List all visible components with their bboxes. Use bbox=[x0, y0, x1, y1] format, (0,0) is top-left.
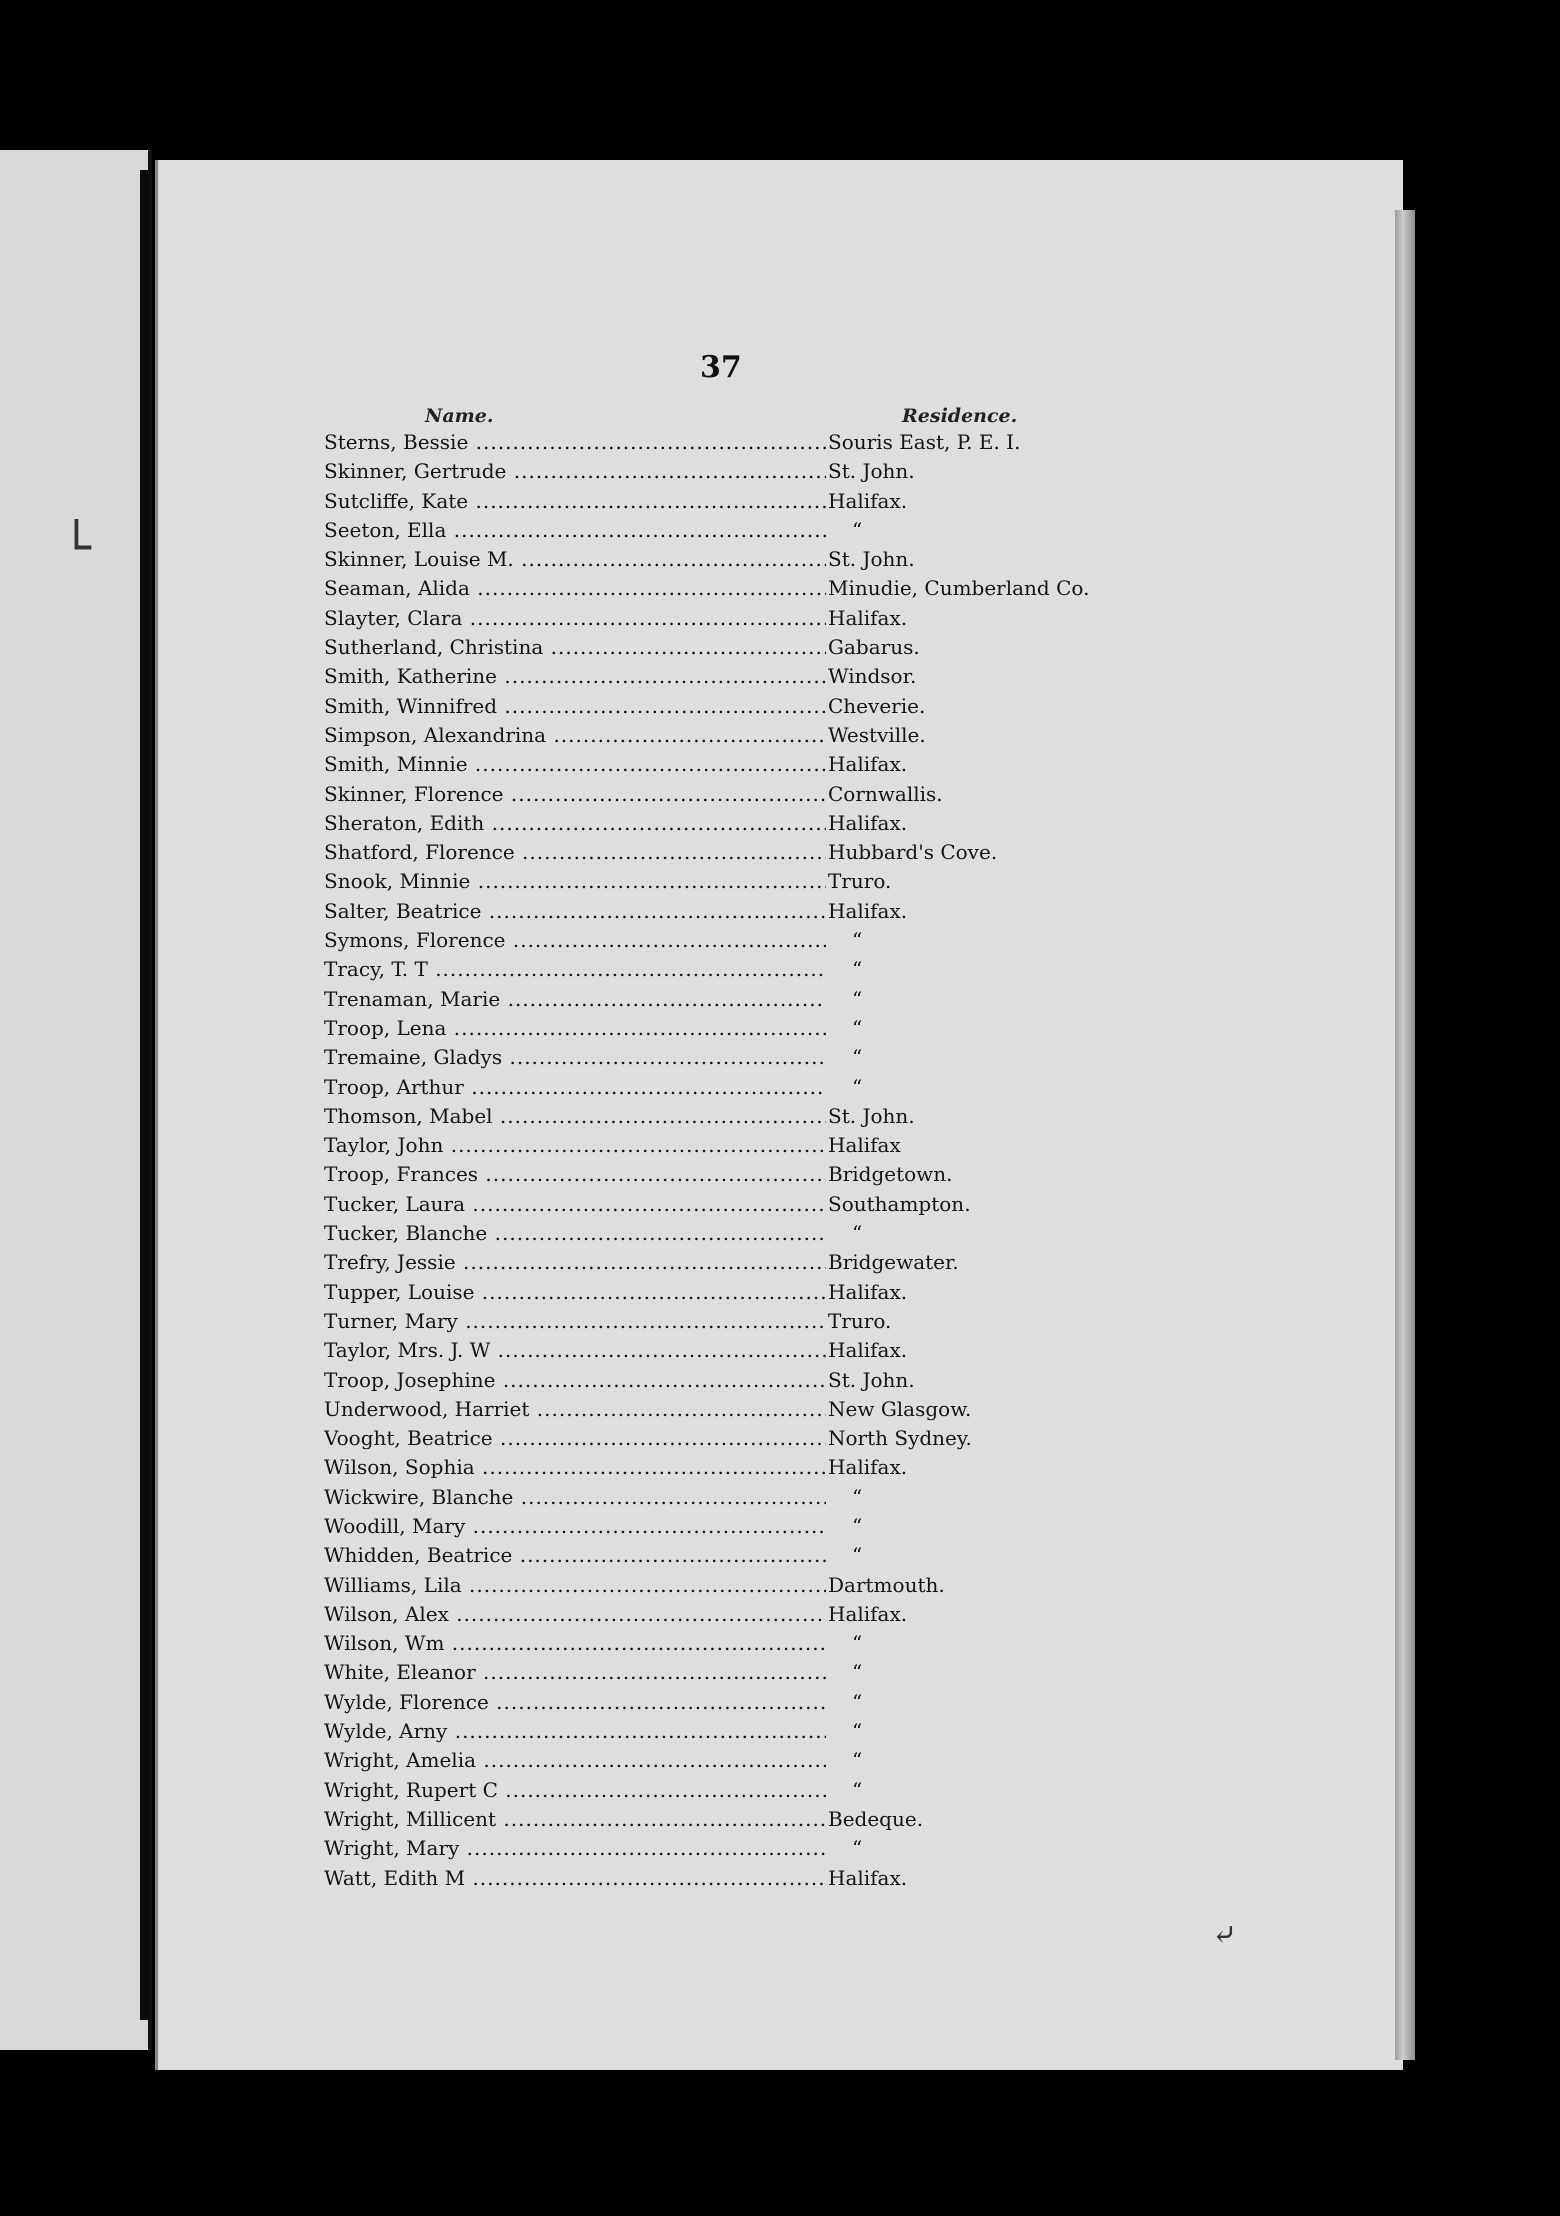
entry-residence: St. John. bbox=[828, 1103, 915, 1128]
list-item bbox=[310, 516, 1160, 545]
list-item bbox=[310, 1131, 1160, 1160]
list-item bbox=[310, 1600, 1160, 1629]
entry-residence: Southampton. bbox=[828, 1191, 971, 1216]
entry-name: Trefry, Jessie ..... bbox=[324, 1250, 839, 1274]
list-item bbox=[310, 955, 1160, 984]
entry-name: Wright, Mary ..... bbox=[324, 1836, 839, 1860]
list-item bbox=[310, 1248, 1160, 1277]
entry-name: Tremaine, Gladys ..... bbox=[324, 1045, 839, 1069]
entry-residence: “ bbox=[826, 1690, 862, 1714]
entry-residence: Halifax. bbox=[828, 810, 908, 835]
entry-name: Wilson, Wm ..... bbox=[324, 1631, 839, 1655]
entry-name: Wright, Amelia ..... bbox=[324, 1748, 839, 1772]
list-item bbox=[310, 1629, 1160, 1658]
entry-name: Wright, Millicent ..... bbox=[324, 1807, 839, 1831]
list-item bbox=[310, 838, 1160, 867]
entry-name: Williams, Lila ..... bbox=[324, 1573, 839, 1597]
list-item bbox=[310, 662, 1160, 691]
entry-residence: Truro. bbox=[828, 869, 892, 894]
entry-name: Sheraton, Edith ..... bbox=[324, 811, 839, 835]
list-item bbox=[310, 1102, 1160, 1131]
list-item bbox=[310, 1805, 1160, 1834]
facing-page bbox=[0, 150, 152, 2050]
entry-name: Whidden, Beatrice ..... bbox=[324, 1543, 839, 1567]
list-item bbox=[310, 604, 1160, 633]
entry-name: Woodill, Mary ..... bbox=[324, 1514, 839, 1538]
entry-residence: Halifax. bbox=[828, 605, 908, 630]
list-item bbox=[310, 1307, 1160, 1336]
list-item bbox=[310, 1424, 1160, 1453]
entry-residence: Halifax. bbox=[828, 1865, 908, 1890]
list-item bbox=[310, 1512, 1160, 1541]
entry-residence: New Glasgow. bbox=[828, 1396, 972, 1421]
entry-name: Snook, Minnie ..... bbox=[324, 869, 839, 893]
entry-residence: “ bbox=[826, 1748, 862, 1772]
list-item bbox=[310, 985, 1160, 1014]
list-item bbox=[310, 1864, 1160, 1893]
entry-name: Wright, Rupert C ..... bbox=[324, 1778, 839, 1802]
entry-name: Salter, Beatrice ..... bbox=[324, 899, 839, 923]
book-spine bbox=[140, 170, 150, 2020]
list-item bbox=[310, 457, 1160, 486]
entry-residence: “ bbox=[826, 1485, 862, 1509]
column-header-name: Name. bbox=[425, 405, 494, 427]
entry-name: Watt, Edith M ..... bbox=[324, 1866, 839, 1890]
entry-residence: Hubbard's Cove. bbox=[828, 840, 998, 865]
list-item bbox=[310, 1219, 1160, 1248]
entry-name: Underwood, Harriet ..... bbox=[324, 1397, 839, 1421]
entry-name: Shatford, Florence ..... bbox=[324, 840, 839, 864]
entry-name: Taylor, Mrs. J. W ..... bbox=[324, 1338, 839, 1362]
entry-name: Tucker, Laura ..... bbox=[324, 1192, 839, 1216]
list-item bbox=[310, 897, 1160, 926]
entry-residence: Bridgewater. bbox=[828, 1250, 959, 1275]
list-item bbox=[310, 809, 1160, 838]
entry-residence: St. John. bbox=[828, 547, 915, 572]
entry-name: Troop, Josephine ..... bbox=[324, 1368, 839, 1392]
list-item bbox=[310, 1483, 1160, 1512]
entry-residence: “ bbox=[826, 1631, 862, 1655]
list-item bbox=[310, 721, 1160, 750]
entry-name: Wylde, Arny ..... bbox=[324, 1719, 839, 1743]
list-item bbox=[310, 574, 1160, 603]
entry-name: Troop, Frances ..... bbox=[324, 1162, 839, 1186]
entry-residence: St. John. bbox=[828, 459, 915, 484]
entry-residence: Halifax bbox=[828, 1133, 901, 1158]
entry-name: Seeton, Ella ..... bbox=[324, 518, 839, 542]
entry-residence: “ bbox=[826, 1514, 862, 1538]
list-item bbox=[310, 867, 1160, 896]
entry-name: Taylor, John ..... bbox=[324, 1133, 839, 1157]
handwritten-check-mark: └ bbox=[62, 520, 91, 576]
list-item bbox=[310, 1453, 1160, 1482]
entry-name: Tupper, Louise ..... bbox=[324, 1280, 839, 1304]
entry-name: Skinner, Louise M. ..... bbox=[324, 547, 839, 571]
entry-name: Sterns, Bessie ..... bbox=[324, 430, 839, 454]
entry-name: Troop, Arthur ..... bbox=[324, 1075, 839, 1099]
list-item bbox=[310, 1571, 1160, 1600]
entry-name: Skinner, Gertrude ..... bbox=[324, 459, 839, 483]
entry-residence: “ bbox=[826, 1660, 862, 1684]
list-item bbox=[310, 1190, 1160, 1219]
entry-residence: “ bbox=[826, 1543, 862, 1567]
entry-name: Trenaman, Marie ..... bbox=[324, 987, 839, 1011]
entry-residence: “ bbox=[826, 1778, 862, 1802]
entry-residence: “ bbox=[826, 957, 862, 981]
entry-name: Skinner, Florence ..... bbox=[324, 782, 839, 806]
entry-residence: “ bbox=[826, 928, 862, 952]
list-item bbox=[310, 1043, 1160, 1072]
page-number: 37 bbox=[700, 350, 742, 385]
entry-residence: Halifax. bbox=[828, 488, 908, 513]
entry-name: Simpson, Alexandrina ..... bbox=[324, 723, 839, 747]
entry-residence: Truro. bbox=[828, 1308, 892, 1333]
entry-residence: “ bbox=[826, 987, 862, 1011]
list-item bbox=[310, 545, 1160, 574]
entry-residence: North Sydney. bbox=[828, 1426, 972, 1451]
list-item bbox=[310, 1278, 1160, 1307]
list-item bbox=[310, 428, 1160, 457]
entry-name: Sutherland, Christina ..... bbox=[324, 635, 839, 659]
name-residence-list bbox=[310, 428, 1160, 1893]
entry-name: Smith, Minnie ..... bbox=[324, 752, 839, 776]
entry-residence: “ bbox=[826, 1719, 862, 1743]
entry-name: Troop, Lena ..... bbox=[324, 1016, 839, 1040]
entry-residence: Souris East, P. E. I. bbox=[828, 430, 1021, 454]
entry-residence: Westville. bbox=[828, 722, 926, 747]
entry-residence: Bedeque. bbox=[828, 1806, 924, 1831]
list-item bbox=[310, 1014, 1160, 1043]
entry-name: Wilson, Alex ..... bbox=[324, 1602, 839, 1626]
entry-residence: Halifax. bbox=[828, 752, 908, 777]
entry-residence: “ bbox=[826, 1221, 862, 1245]
corner-pencil-mark: ⤶ bbox=[1212, 1918, 1238, 1953]
column-header-residence: Residence. bbox=[902, 405, 1018, 427]
entry-residence: Halifax. bbox=[828, 1279, 908, 1304]
list-item bbox=[310, 1160, 1160, 1189]
entry-name: White, Eleanor ..... bbox=[324, 1660, 839, 1684]
list-item bbox=[310, 1366, 1160, 1395]
list-item bbox=[310, 1336, 1160, 1365]
entry-name: Smith, Katherine ..... bbox=[324, 664, 839, 688]
list-item bbox=[310, 1776, 1160, 1805]
entry-name: Tucker, Blanche ..... bbox=[324, 1221, 839, 1245]
entry-residence: Halifax. bbox=[828, 1601, 908, 1626]
entry-residence: “ bbox=[826, 1045, 862, 1069]
entry-name: Wilson, Sophia ..... bbox=[324, 1455, 839, 1479]
entry-residence: Cheverie. bbox=[828, 693, 926, 718]
entry-name: Smith, Winnifred ..... bbox=[324, 694, 839, 718]
entry-residence: “ bbox=[826, 1836, 862, 1860]
entry-residence: Minudie, Cumberland Co. bbox=[828, 576, 1090, 601]
list-item bbox=[310, 1395, 1160, 1424]
list-item bbox=[310, 633, 1160, 662]
entry-residence: “ bbox=[826, 518, 862, 542]
entry-residence: Windsor. bbox=[828, 664, 917, 689]
entry-residence: Dartmouth. bbox=[828, 1572, 945, 1597]
list-item bbox=[310, 926, 1160, 955]
list-item bbox=[310, 1746, 1160, 1775]
entry-name: Tracy, T. T ..... bbox=[324, 957, 839, 981]
list-item bbox=[310, 750, 1160, 779]
entry-residence: Halifax. bbox=[828, 1455, 908, 1480]
list-item bbox=[310, 487, 1160, 516]
entry-name: Vooght, Beatrice ..... bbox=[324, 1426, 839, 1450]
entry-residence: Halifax. bbox=[828, 1338, 908, 1363]
list-item bbox=[310, 1717, 1160, 1746]
entry-name: Sutcliffe, Kate ..... bbox=[324, 489, 839, 513]
entry-residence: Cornwallis. bbox=[828, 781, 943, 806]
entry-residence: “ bbox=[826, 1075, 862, 1099]
page-edge bbox=[1395, 210, 1415, 2060]
entry-name: Seaman, Alida ..... bbox=[324, 576, 839, 600]
entry-residence: St. John. bbox=[828, 1367, 915, 1392]
entry-residence: Bridgetown. bbox=[828, 1162, 953, 1187]
entry-name: Turner, Mary ..... bbox=[324, 1309, 839, 1333]
list-item bbox=[310, 1073, 1160, 1102]
entry-name: Thomson, Mabel ..... bbox=[324, 1104, 839, 1128]
list-item bbox=[310, 1688, 1160, 1717]
entry-name: Symons, Florence ..... bbox=[324, 928, 839, 952]
entry-residence: “ bbox=[826, 1016, 862, 1040]
entry-name: Wickwire, Blanche ..... bbox=[324, 1485, 839, 1509]
entry-residence: Gabarus. bbox=[828, 635, 920, 660]
entry-residence: Halifax. bbox=[828, 898, 908, 923]
list-item bbox=[310, 1834, 1160, 1863]
entry-name: Wylde, Florence ..... bbox=[324, 1690, 839, 1714]
list-item bbox=[310, 692, 1160, 721]
list-item bbox=[310, 780, 1160, 809]
entry-name: Slayter, Clara ..... bbox=[324, 606, 839, 630]
list-item bbox=[310, 1541, 1160, 1570]
list-item bbox=[310, 1658, 1160, 1687]
